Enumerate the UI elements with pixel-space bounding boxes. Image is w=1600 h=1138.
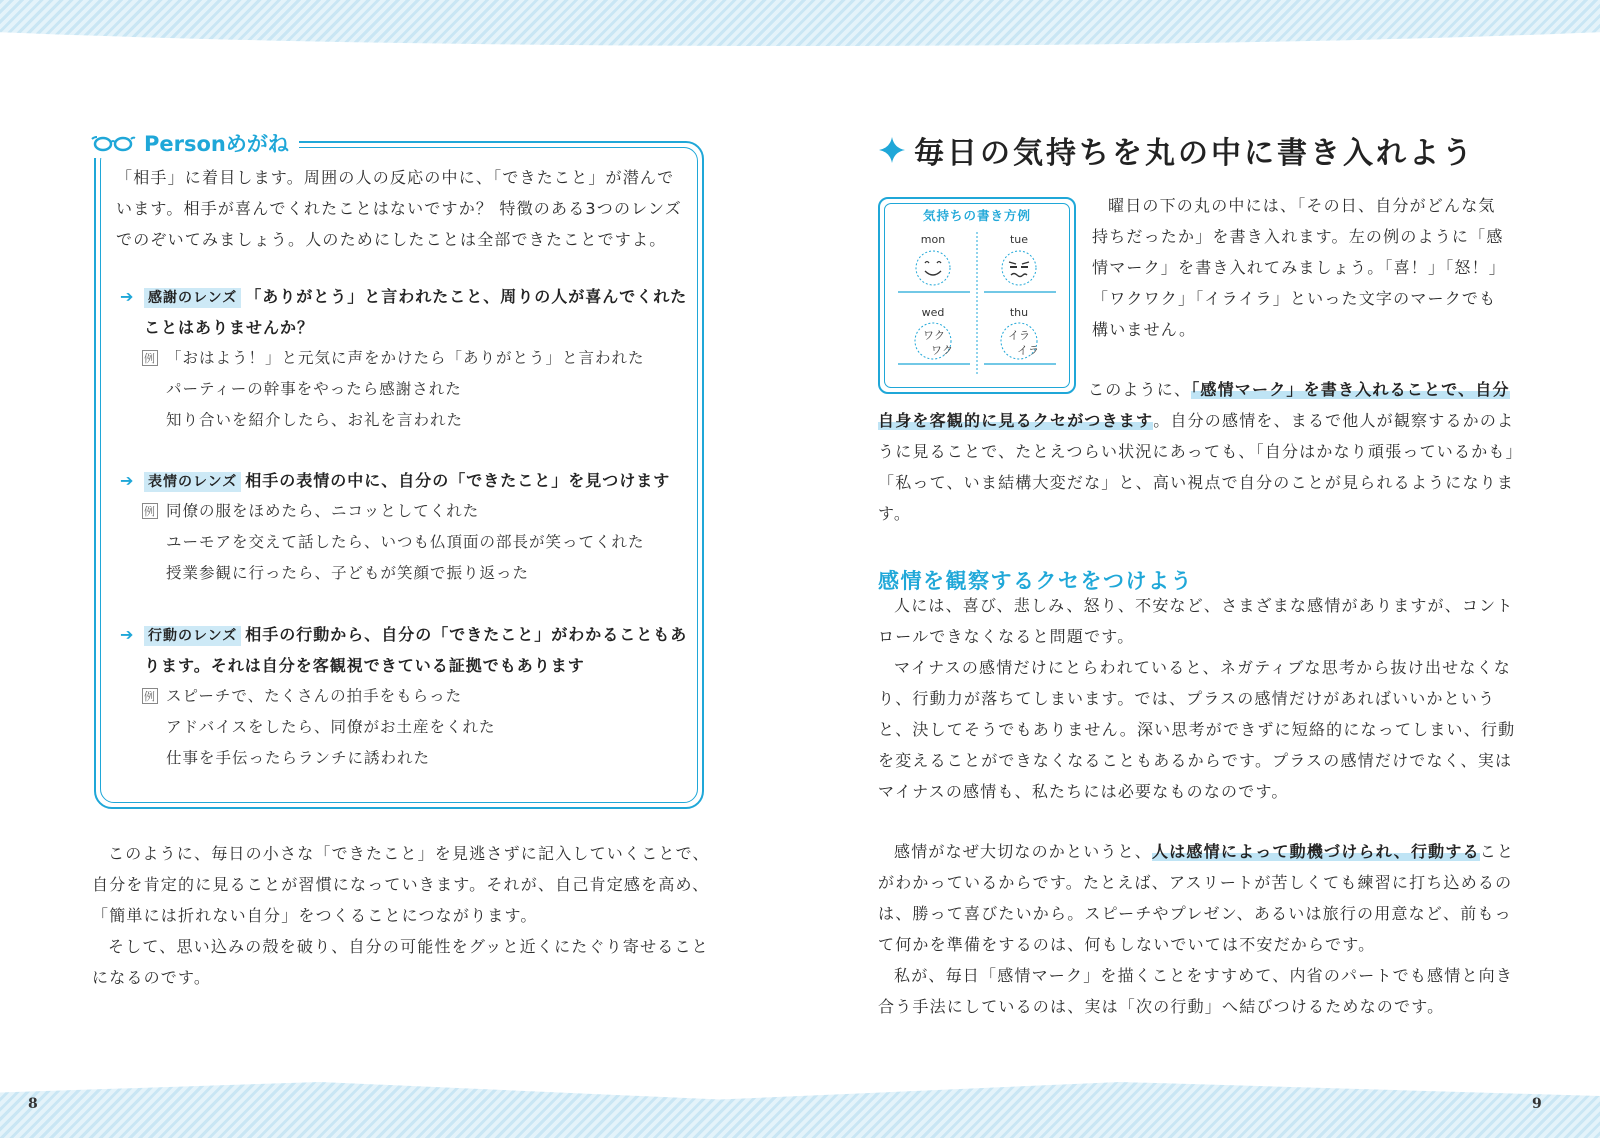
face-text: ワク [931, 344, 953, 357]
example-text: パーティーの幹事をやったら感謝された [166, 380, 462, 398]
example-text: 「おはよう！」と元気に声をかけたら「ありがとう」と言われた [166, 349, 645, 367]
left-body-paragraph: このように、毎日の小さな「できたこと」を見逃さずに記入していくことで、自分を肯定的に見ることが習慣になっていきます。それが、自己肯定感を高め、「簡単には折れない自分」をつくることにつながります。 [92, 844, 710, 925]
section-heading-text: 毎日の気持ちを丸の中に書き入れよう [914, 136, 1475, 171]
right-paragraph: 人には、喜び、悲しみ、怒り、不安など、さまざまな感情がありますが、コントロールできなくなると問題です。 [878, 596, 1514, 646]
paragraph-rest: 。自分の感情を、まるで他人が観察するかのように見ることで、たとえつらい状況にあっても、「自分はかなり頑張っているかも」「私って、いま結構大変だな」と、高い視点で自分のことが見られるようになります。 [878, 411, 1515, 523]
right-paragraph-highlighted [878, 374, 1518, 529]
paragraph-rest: ことがわかっているからです。たとえば、アスリートが苦しくても練習に打ち込めるのは、勝って喜びたいから。スピーチやプレゼン、あるいは旅行の用意など、前もって何かを準備をするのは、何もしないでいては不安だからです。 [878, 842, 1515, 954]
face-text: イラ [1008, 329, 1030, 342]
face-text: ワク [923, 329, 945, 342]
paragraph-lead: このように、 [1088, 380, 1192, 399]
right-paragraph-highlighted [878, 836, 1518, 960]
highlighted-text: 人は感情によって動機づけられ、行動する [1152, 842, 1480, 861]
section-heading [878, 128, 1475, 172]
left-page-number: 8 [28, 1096, 38, 1112]
example-text: 仕事を手伝ったらランチに誘われた [166, 749, 431, 767]
day-label-mon: mon [920, 233, 946, 246]
example-mark-icon: 例 [144, 690, 156, 703]
example-list [120, 496, 695, 589]
right-paragraph: 私が、毎日「感情マーク」を描くことをすすめて、内省のパートでも感情と向き合う手法にしているのは、実は「次の行動」へ結びつけるためなのです。 [878, 966, 1514, 1016]
example-item [120, 343, 695, 374]
right-paragraph: マイナスの感情だけにとらわれていると、ネガティブな思考から抜け出せなくなり、行動力が落ちてしまいます。では、プラスの感情だけがあればいいかというと、決してそうでもありません。深い思考ができずに短絡的になってしまい、行動を変えることができなくなることもあるからです。プラスの感情だけでなく、実はマイナスの感情も、私たちには必要なものなのです。 [878, 658, 1516, 801]
example-text: スピーチで、たくさんの拍手をもらった [166, 687, 463, 705]
glasses-icon [90, 134, 136, 152]
emotion-sample-title: 気持ちの書き方例 [922, 208, 1031, 223]
example-text: 同僚の服をほめたら、ニコッとしてくれた [166, 502, 480, 520]
annoyed-face-icon [1002, 251, 1036, 285]
day-label-tue: tue [1009, 233, 1029, 246]
person-box-title-text: Personめがね [144, 132, 289, 156]
lens-heading-text: 相手の表情の中に、自分の「できたこと」を見つけます [245, 471, 671, 490]
irritated-face-icon [1001, 323, 1039, 359]
person-box-title [86, 128, 299, 158]
example-mark-icon: 例 [144, 505, 156, 518]
lens-heading [120, 465, 695, 496]
example-list [120, 343, 695, 436]
example-mark-icon: 例 [144, 352, 156, 365]
lens-heading [120, 619, 695, 681]
excited-face-icon [915, 323, 953, 359]
right-body-text [878, 590, 1518, 807]
top-decorative-band [0, 0, 1600, 46]
example-item [120, 527, 695, 558]
gratitude-lens-section [120, 281, 695, 436]
action-lens-section [120, 619, 695, 774]
arrow-right-icon: ➔ [120, 471, 135, 490]
example-text: アドバイスをしたら、同僚がお土産をくれた [166, 718, 496, 736]
example-list [120, 681, 695, 774]
left-body-text [92, 838, 722, 993]
bottom-decorative-band [0, 1068, 1600, 1138]
left-body-paragraph: そして、思い込みの殻を破り、自分の可能性をグッと近くにたぐり寄せることになるのです。 [92, 937, 709, 987]
example-text: 知り合いを紹介したら、お礼を言われた [166, 411, 464, 429]
example-item [120, 405, 695, 436]
example-item [120, 558, 695, 589]
right-page-number: 9 [1532, 1096, 1542, 1112]
lens-tag: 表情のレンズ [144, 472, 241, 492]
face-text: イラ [1017, 344, 1039, 357]
lens-tag: 行動のレンズ [144, 626, 241, 646]
day-label-wed: wed [921, 306, 945, 319]
person-box-intro: 「相手」に着目します。周囲の人の反応の中に、「できたこと」が潜んでいます。相手が喜んでくれたことはないですか？ 特徴のある3つのレンズでのぞいてみましょう。人のためにしたことは全部できたことですよ。 [116, 168, 682, 249]
highlighted-text: 「感情マーク」を書き入れることで、自分自身を客観的に見るクセがつきます [878, 380, 1510, 430]
example-item [120, 681, 695, 712]
example-item [120, 496, 695, 527]
lens-heading-text: 「ありがとう」と言われたこと、周りの人が喜んでくれたことはありませんか？ [144, 287, 688, 337]
right-body-text-2 [878, 836, 1518, 1022]
lens-heading-text: 相手の行動から、自分の「できたこと」がわかることもあります。それは自分を客観視できている証拠でもあります [144, 625, 688, 675]
smile-face-icon [916, 251, 950, 285]
lens-tag: 感謝のレンズ [144, 288, 241, 308]
arrow-right-icon: ➔ [120, 287, 135, 306]
right-paragraph: 曜日の下の丸の中には、「その日、自分がどんな気持ちだったか」を書き入れます。左の例のように「感情マーク」を書き入れてみましょう。「喜！」「怒！」「ワクワク」「イライラ」といった文字のマークでも構いません。 [1092, 196, 1507, 339]
arrow-right-icon: ➔ [120, 625, 135, 644]
day-label-thu: thu [1009, 306, 1029, 319]
sparkle-star-icon [878, 136, 906, 164]
example-text: ユーモアを交えて話したら、いつも仏頂面の部長が笑ってくれた [166, 533, 645, 551]
example-item [120, 712, 695, 743]
example-item [120, 743, 695, 774]
emotion-sample-grid [890, 226, 1064, 382]
example-item [120, 374, 695, 405]
example-text: 授業参観に行ったら、子どもが笑顔で振り返った [166, 564, 530, 582]
lens-heading [120, 281, 695, 343]
paragraph-lead: 感情がなぜ大切なのかというと、 [894, 842, 1153, 861]
subheading: 感情を観察するクセをつけよう [878, 569, 1193, 593]
expression-lens-section [120, 465, 695, 589]
